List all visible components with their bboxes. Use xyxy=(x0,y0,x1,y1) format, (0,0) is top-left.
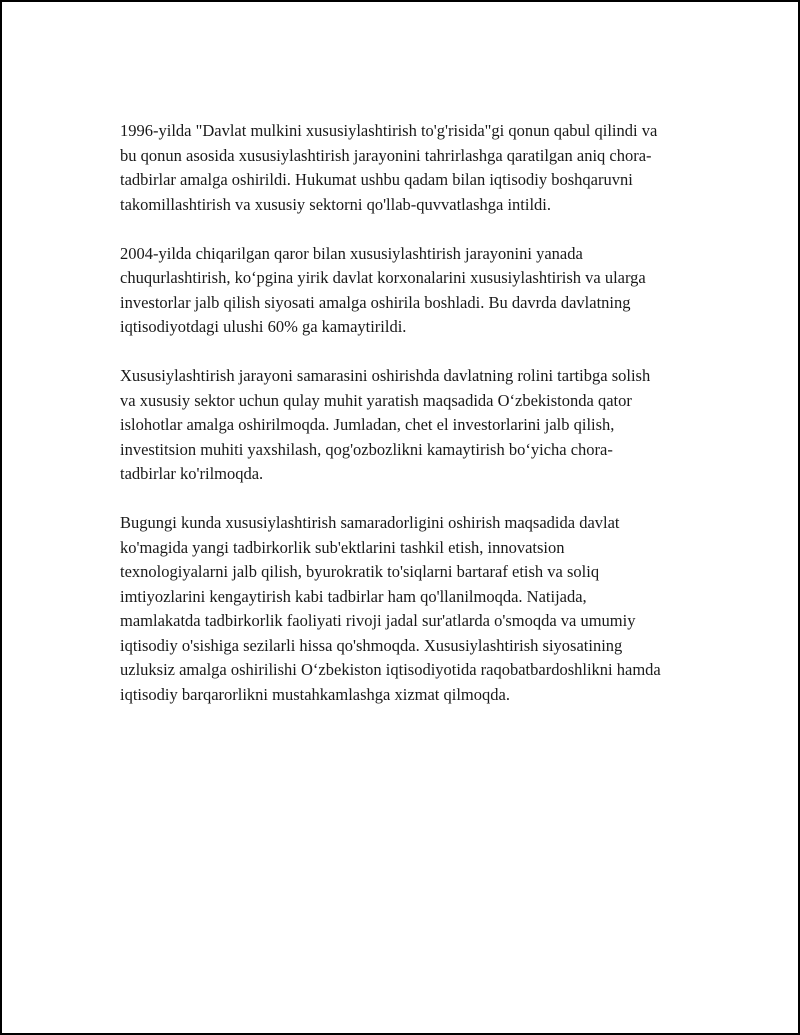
paragraph-1996-law: 1996-yilda "Davlat mulkini xususiylashtirish to'g'risida"gi qonun qabul qilindi va bu qonun asosida xususiylashtirish jarayonini tahrirlashga qaratilgan aniq chora-tadbirlar amalga oshirildi. Hukumat ushbu qadam bilan iqtisodiy boshqaruvni takomillashtirish va xususiy sektorni qo'llab-quvvatlashga intildi. xyxy=(120,121,658,214)
document-body xyxy=(120,119,668,732)
paragraph-current-measures: Bugungi kunda xususiylashtirish samaradorligini oshirish maqsadida davlat ko'magida yangi tadbirkorlik sub'ektlarini tashkil etish, innovatsion texnologiyalarni jalb qilish, byurokratik to'siqlarni bartaraf etish va soliq imtiyozlarini kengaytirish kabi tadbirlar ham qo'llanilmoqda. Natijada, mamlakatda tadbirkorlik faoliyati rivoji jadal sur'atlarda o'smoqda va umumiy iqtisodiy o'sishiga sezilarli hissa qo'shmoqda. Xususiylashtirish siyosatining uzluksiz amalga oshirilishi O‘zbekiston iqtisodiyotida raqobatbardoshlikni hamda iqtisodiy barqarorlikni mustahkamlashga xizmat qilmoqda. xyxy=(120,513,661,704)
paragraph-reforms: Xususiylashtirish jarayoni samarasini oshirishda davlatning rolini tartibga solish va xususiy sektor uchun qulay muhit yaratish maqsadida O‘zbekistonda qator islohotlar amalga oshirilmoqda. Jumladan, chet el investorlarini jalb qilish, investitsion muhiti yaxshilash, qog'ozbozlikni kamaytirish bo‘yicha chora-tadbirlar ko'rilmoqda. xyxy=(120,366,651,483)
paragraph-2004-decree: 2004-yilda chiqarilgan qaror bilan xususiylashtirish jarayonini yanada chuqurlashtirish, ko‘pgina yirik davlat korxonalarini xususiylashtirish va ularga investorlar jalb qilish siyosati amalga oshirila boshladi. Bu davrda davlatning iqtisodiyotdagi ulushi 60% ga kamaytirildi. xyxy=(120,243,646,336)
